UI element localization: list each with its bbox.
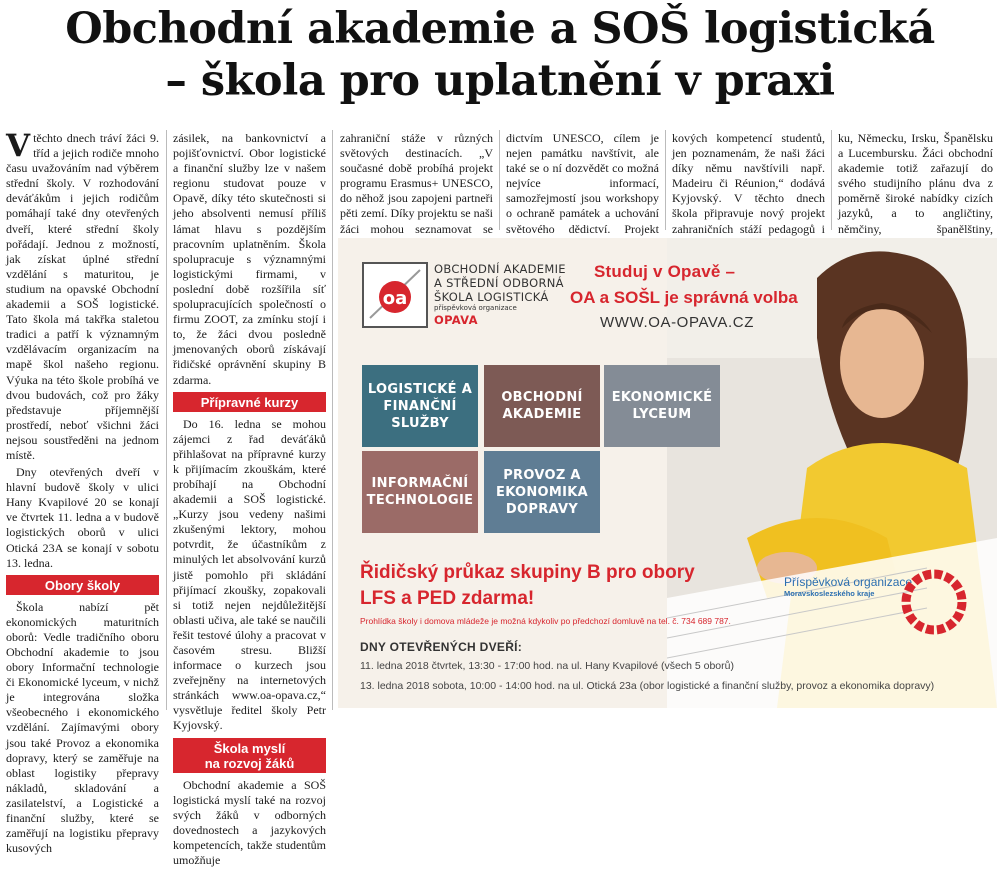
open-day-2: 13. ledna 2018 sobota, 10:00 - 14:00 hod. na ul. Otická 23a (obor logistické a finanční služby, provoz a ekonomika dopravy) [360,680,935,692]
col2-paragraph-1: zásilek, na bankovnictví a pojišťovnictví. Obor logistické a finanční služby lze v našem regionu studovat pouze v Opavě, díky této skutečnosti si jeho absolventi nemusí příliš lámat hlavu s pozdějším pracovním uplatněním. Škola spolupracuje s významnými logistickými firmami, v poslední době rozšířila síť spolupracujících společností o firmu ZOOT, za zmínku stojí i to, že žáci dvou posledně jmenovaných oborů získávají řidičské oprávnění skupiny B zdarma. [173,131,326,387]
tile-logisticke-sluzby: LOGISTICKÉ A FINANČNÍ SLUŽBY [362,365,478,447]
school-type: příspěvková organizace [434,304,517,312]
ad-website: WWW.OA-OPAVA.CZ [600,314,754,331]
ad-slogan-1: Studuj v Opavě – [594,262,736,281]
region-org-line2: Moravskoslezského kraje [784,589,875,598]
article-column-6 [838,131,993,254]
column-divider [665,130,666,230]
tile-obchodni-akademie: OBCHODNÍ AKADEMIE [484,365,600,447]
visit-note: Prohlídka školy i domova mládeže je možná kdykoliv po předchozí domluvě na tel. č. 734 689 787. [360,616,731,626]
article-column-4 [506,131,659,254]
ad-slogan-2: OA a SOŠL je správná volba [570,288,798,307]
article-column-3 [340,131,493,254]
tile-ekonomicke-lyceum: EKONOMICKÉ LYCEUM [604,365,720,447]
subheading-pripravne-kurzy: Přípravné kurzy [173,392,326,412]
column-divider [831,130,832,230]
school-logo [362,262,428,328]
article-column-5 [672,131,825,254]
region-organization [784,576,912,600]
subheading-skola-mysli-line1: Škola myslí [213,740,286,756]
col4-paragraph-1: dictvím UNESCO, cílem je nejen památku navštívit, ale také se o ní dozvědět co možná nejvíce informací, samozřejmostí jsou workshopy o ochraně památek a uchování světového dědictví. Projekt [506,131,659,236]
logo-icon [364,264,426,326]
school-name-line2: A STŘEDNÍ ODBORNÁ [434,276,564,290]
school-name-line3: ŠKOLA LOGISTICKÁ [434,290,549,304]
column-divider [332,130,333,710]
col2-paragraph-3: Obchodní akademie a SOŠ logistická myslí také na rozvoj svých žáků v odborných dovednostech a jazykových kompetencích, takže studentům umožňuje [173,777,326,868]
col6-paragraph-1: ku, Německu, Irsku, Španělsku a Lucembursku. Žáci obchodní akademie totiž zařazují do svého studijního plánu dva z poměrně široké nabídky cizích jazyků, a to angličtiny, němčiny, španělštiny, [838,131,993,236]
school-name [434,262,566,327]
drop-cap: V [6,128,31,164]
school-advertisement [338,238,997,708]
article-column-2 [173,131,326,870]
col1-paragraph-2: Dny otevřených dveří v hlavní budově školy v ulici Hany Kvapilové 20 se konají ve čtvrtek 11. ledna a v budově logistických oborů v ulici Otická 23A se konají v sobotu 13. ledna. [6,465,159,570]
col5-paragraph-1: kových kompetencí studentů, jen poznamenám, že naši žáci díky němu navštívili např. Madeiru či Réunion,“ dodává Kyjovský. V těchto dnech škola připravuje nový projekt zahraničních stáží pedagogů i [672,131,825,236]
school-name-line1: OBCHODNÍ AKADEMIE [434,262,566,276]
col2-paragraph-2: Do 16. ledna se mohou zájemci z řad deváťáků přihlašovat na přípravné kurzy k přijímacím zkouškám, které probíhají na Obchodní akademii a SOŠ logistické. „Kurzy jsou vedeny našimi zkušenými lektory, mohou potvrdit, že účastníkům z minulých let absolvování kurzů jistě pomohlo při skládání přijímací zkoušky, zopakovali si totiž nejen nejdůležitější oblasti učiva, ale také se naučili řešit testové úlohy a pracovat v časovém stresu. Bližší informace o kurzech jsou zveřejněny na internetových stránkách www.oa-opava.cz,“ vysvětluje ředitel školy Petr Kyjovský. [173,416,326,733]
subheading-obory: Obory školy [6,575,159,595]
col1-paragraph-3: Škola nabízí pět ekonomických maturitních oborů: Vedle tradičního oboru Obchodní akademie to jsou obory Informační technologie či Ekonomické lyceum, v nichž je integrována složka všeobecného i ekonomického vzdělání. Zajímavými obory jsou také Provoz a ekonomika dopravy, který se zaměřuje na oblast logistiky přepravy nákladů, skladování a zasilatelství, a Logistické a finanční služby, které se zaměřují na logistiku přepravy kusových [6,599,159,856]
open-days-title: DNY OTEVŘENÝCH DVEŘÍ: [360,640,523,654]
article-column-1 [6,128,159,858]
col3-paragraph-1: zahraniční stáže v různých světových destinacích. „V současné době probíhá projekt programu Erasmus+ UNESCO, do něhož jsou zapojeni partneři pěti zemí. Díky projektu se naši žáci mohou seznamovat se [340,131,493,236]
logo-letters: oa [382,288,408,309]
column-divider [499,130,500,230]
region-org-line1: Příspěvková organizace [784,575,913,589]
column-divider [166,130,167,710]
driving-license-headline-2: LFS a PED zdarma! [360,588,535,609]
driving-license-headline-1: Řidičský průkaz skupiny B pro obory [360,562,695,583]
tile-provoz-dopravy: PROVOZ A EKONOMIKA DOPRAVY [484,451,600,533]
tile-informacni-technologie: INFORMAČNÍ TECHNOLOGIE [362,451,478,533]
headline-line-2: – škola pro uplatnění v praxi [165,56,835,106]
headline-line-1: Obchodní akademie a SOŠ logistická [65,4,935,54]
open-day-1: 11. ledna 2018 čtvrtek, 13:30 - 17:00 hod. na ul. Hany Kvapilové (všech 5 oborů) [360,660,734,672]
school-city: OPAVA [434,313,478,327]
subheading-skola-mysli-line2: na rozvoj žáků [204,755,295,771]
subheading-skola-mysli [173,738,326,773]
col1-paragraph-1: těchto dnech tráví žáci 9. tříd a jejich rodiče mnoho času uvažováním nad výběrem střední školy. V rozhodování deváťákům i jejich rodičům pomáhají také dny otevřených dveří, které střední školy pořádají. Jednou z možností, jak získat úplné střední vzdělání s maturitou, je studium na opavské Obchodní akademii a SOŠ logistické. Tato škola má takřka staletou tradici a patří k významným vzdělávacím organizacím na mapě škol našeho regionu. Výuka na této škole probíhá ve dvou budovách, což pro žáky představuje příjemnější prostředí, neboť všichni žáci nejsou soustředěni na jednom místě. [6,131,159,462]
region-logo-icon [898,566,970,638]
